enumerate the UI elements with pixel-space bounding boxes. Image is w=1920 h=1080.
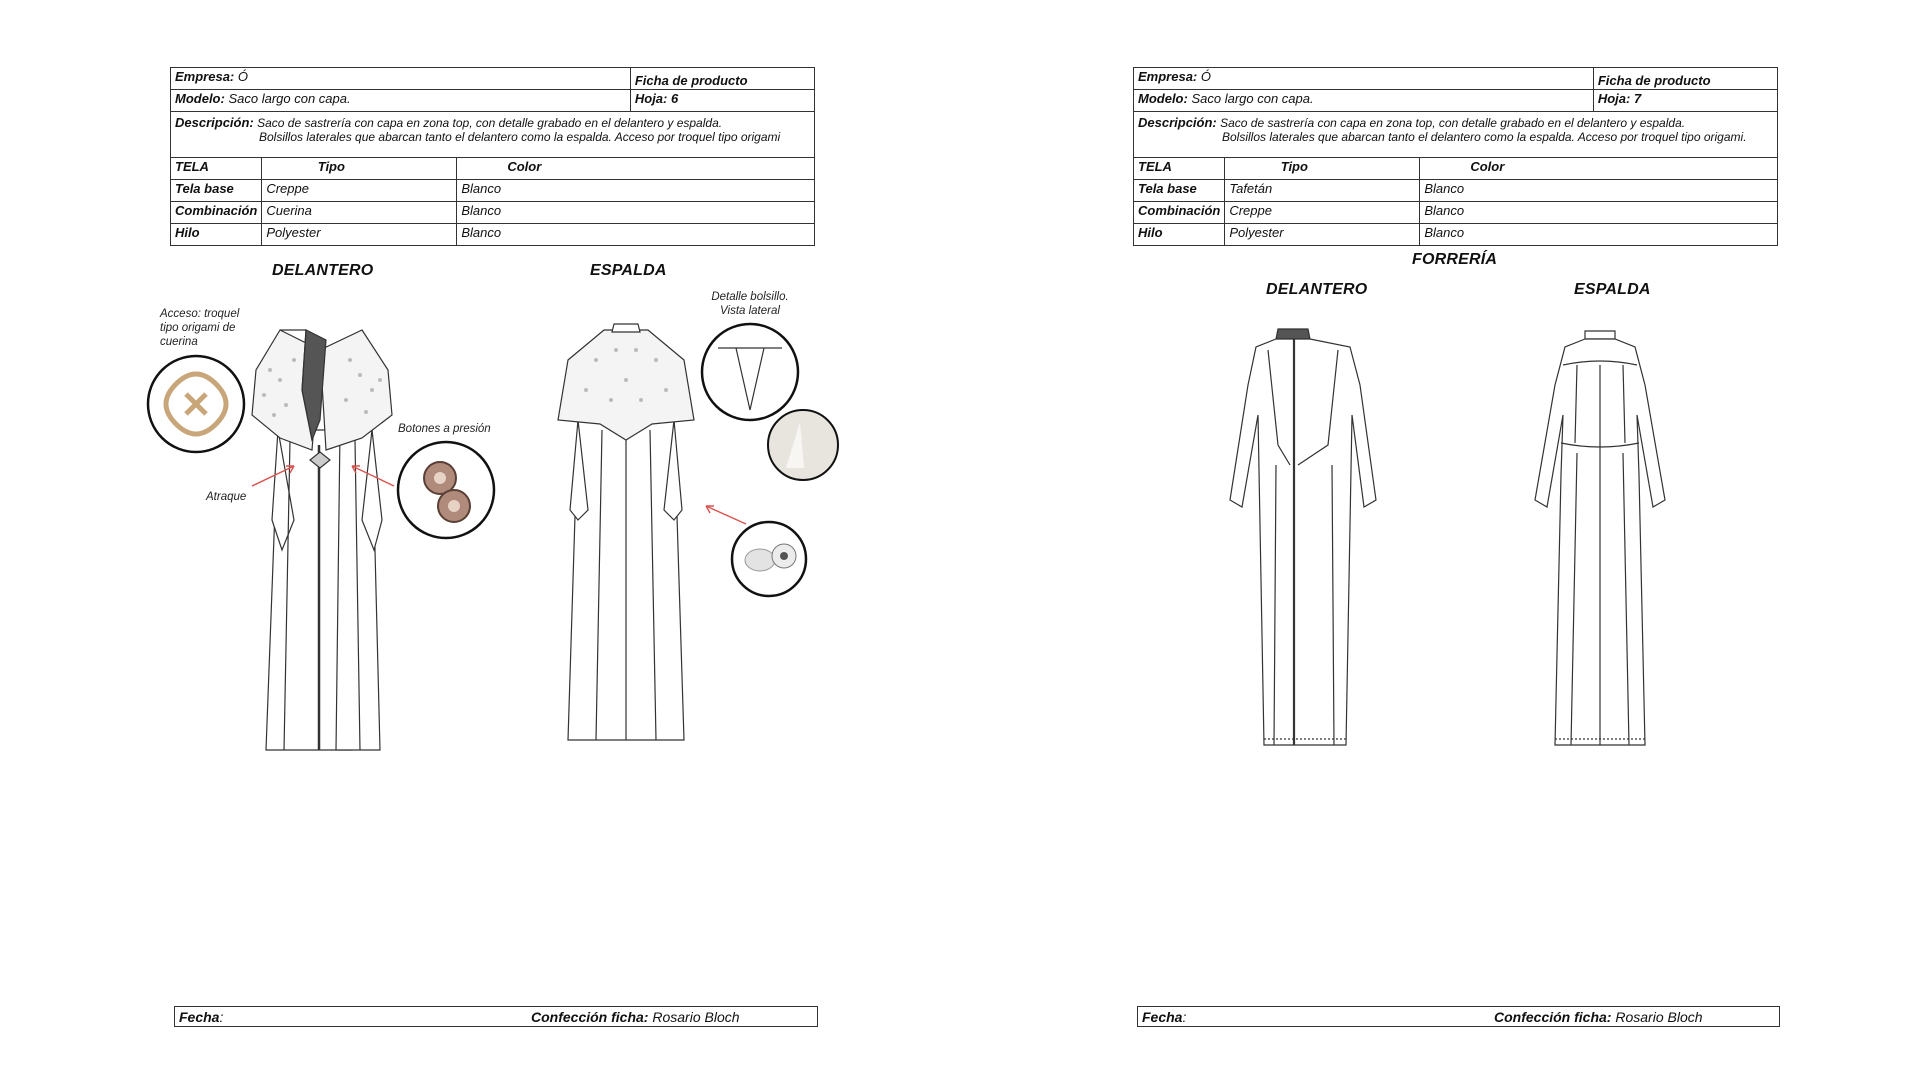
empresa-cell	[1134, 68, 1594, 90]
snap-button-icon	[396, 440, 496, 540]
col-tela-header: TELA	[175, 159, 209, 174]
confeccion	[531, 1007, 740, 1028]
row-tipo: Polyester	[262, 224, 457, 246]
empresa-label: Empresa:	[1138, 69, 1198, 84]
heading-delantero: DELANTERO	[1266, 281, 1368, 298]
note-detalle-bolsillo: Detalle bolsillo. Vista lateral	[711, 291, 789, 317]
row-tela: Hilo	[175, 225, 200, 240]
descripcion-line1: Saco de sastrería con capa en zona top, con detalle grabado en el delantero y espalda.	[1220, 116, 1686, 130]
confeccion-value: Rosario Bloch	[652, 1009, 740, 1025]
note-botones: Botones a presión	[398, 423, 491, 435]
descripcion-line1: Saco de sastrería con capa en zona top, con detalle grabado en el delantero y espalda.	[257, 116, 723, 130]
heading-forreria: FORRERÍA	[1412, 251, 1498, 268]
modelo-cell	[1134, 90, 1594, 112]
lining-back-drawing	[1525, 325, 1675, 750]
descripcion-label: Descripción:	[175, 115, 254, 130]
row-color: Blanco	[1420, 224, 1778, 246]
row-color: Blanco	[1420, 202, 1778, 224]
heading-espalda: ESPALDA	[1574, 281, 1651, 298]
table-row	[171, 180, 815, 202]
modelo-label: Modelo:	[175, 91, 225, 106]
empresa-label: Empresa:	[175, 69, 235, 84]
product-sheet-7	[960, 0, 1920, 1080]
confeccion-label: Confección ficha:	[531, 1009, 649, 1025]
row-tela: Combinación	[1138, 203, 1221, 218]
arrow-atraque-icon	[250, 460, 300, 490]
descripcion-line2: Bolsillos laterales que abarcan tanto el delantero como la espalda. Acceso por troquel tipo origami.	[1222, 130, 1747, 144]
row-tela: Combinación	[175, 203, 258, 218]
table-row	[171, 224, 815, 246]
modelo-value: Saco largo con capa.	[1191, 91, 1314, 106]
ficha-label: Ficha de producto	[634, 73, 748, 88]
row-color: Blanco	[1420, 180, 1778, 202]
fecha	[1142, 1007, 1186, 1028]
footer-7	[1137, 1006, 1780, 1027]
front-coat-drawing	[250, 320, 400, 750]
back-coat-drawing	[556, 320, 696, 750]
table-row	[1134, 180, 1778, 202]
ficha-cell	[630, 68, 814, 90]
col-tela-header: TELA	[1138, 159, 1172, 174]
row-tipo: Tafetán	[1225, 180, 1420, 202]
heading-espalda: ESPALDA	[590, 262, 667, 279]
note-atraque: Atraque	[206, 491, 247, 503]
fecha	[179, 1007, 223, 1028]
covered-button-photo	[730, 520, 808, 598]
table-row	[1134, 224, 1778, 246]
table-row	[1134, 202, 1778, 224]
row-tela: Hilo	[1138, 225, 1163, 240]
ficha-label: Ficha de producto	[1597, 73, 1711, 88]
table-row	[171, 202, 815, 224]
fecha-colon: :	[1182, 1009, 1187, 1025]
hoja-cell	[1593, 90, 1777, 112]
fecha-label: Fecha	[1142, 1009, 1183, 1025]
row-color: Blanco	[457, 202, 815, 224]
confeccion	[1494, 1007, 1703, 1028]
footer-6	[174, 1006, 818, 1027]
hoja-label: Hoja: 7	[1597, 91, 1642, 106]
descripcion-label: Descripción:	[1138, 115, 1217, 130]
descripcion-line2: Bolsillos laterales que abarcan tanto el delantero como la espalda. Acceso por troquel tipo origami	[259, 130, 781, 144]
row-color: Blanco	[457, 224, 815, 246]
row-tipo: Polyester	[1225, 224, 1420, 246]
col-tipo-header: Tipo	[1280, 159, 1308, 174]
empresa-value: Ó	[1200, 69, 1211, 84]
hoja-label: Hoja: 6	[634, 91, 679, 106]
row-tela: Tela base	[175, 181, 234, 196]
arrow-pocket-icon	[700, 500, 750, 530]
arrow-botones-icon	[346, 460, 396, 490]
fecha-colon: :	[219, 1009, 224, 1025]
descripcion-cell	[171, 112, 815, 158]
lining-front-drawing	[1228, 325, 1378, 750]
descripcion-cell	[1134, 112, 1778, 158]
spec-table-6	[170, 67, 815, 246]
note-acceso: Acceso: troquel tipo origami de cuerina	[160, 308, 240, 348]
hoja-cell	[630, 90, 814, 112]
ficha-cell	[1593, 68, 1777, 90]
col-tipo-header: Tipo	[317, 159, 345, 174]
modelo-value: Saco largo con capa.	[228, 91, 351, 106]
col-color-header: Color	[507, 159, 542, 174]
row-tipo: Creppe	[1225, 202, 1420, 224]
fecha-label: Fecha	[179, 1009, 220, 1025]
row-tipo: Cuerina	[262, 202, 457, 224]
row-tela: Tela base	[1138, 181, 1197, 196]
col-color-header: Color	[1470, 159, 1505, 174]
empresa-value: Ó	[237, 69, 248, 84]
origami-knot-icon	[146, 354, 246, 454]
spec-table-7	[1133, 67, 1778, 246]
heading-delantero: DELANTERO	[272, 262, 374, 279]
confeccion-label: Confección ficha:	[1494, 1009, 1612, 1025]
confeccion-value: Rosario Bloch	[1615, 1009, 1703, 1025]
row-tipo: Creppe	[262, 180, 457, 202]
modelo-cell	[171, 90, 631, 112]
row-color: Blanco	[457, 180, 815, 202]
fabric-detail-photo	[766, 408, 840, 482]
empresa-cell	[171, 68, 631, 90]
pocket-detail-icon	[700, 322, 800, 422]
modelo-label: Modelo:	[1138, 91, 1188, 106]
